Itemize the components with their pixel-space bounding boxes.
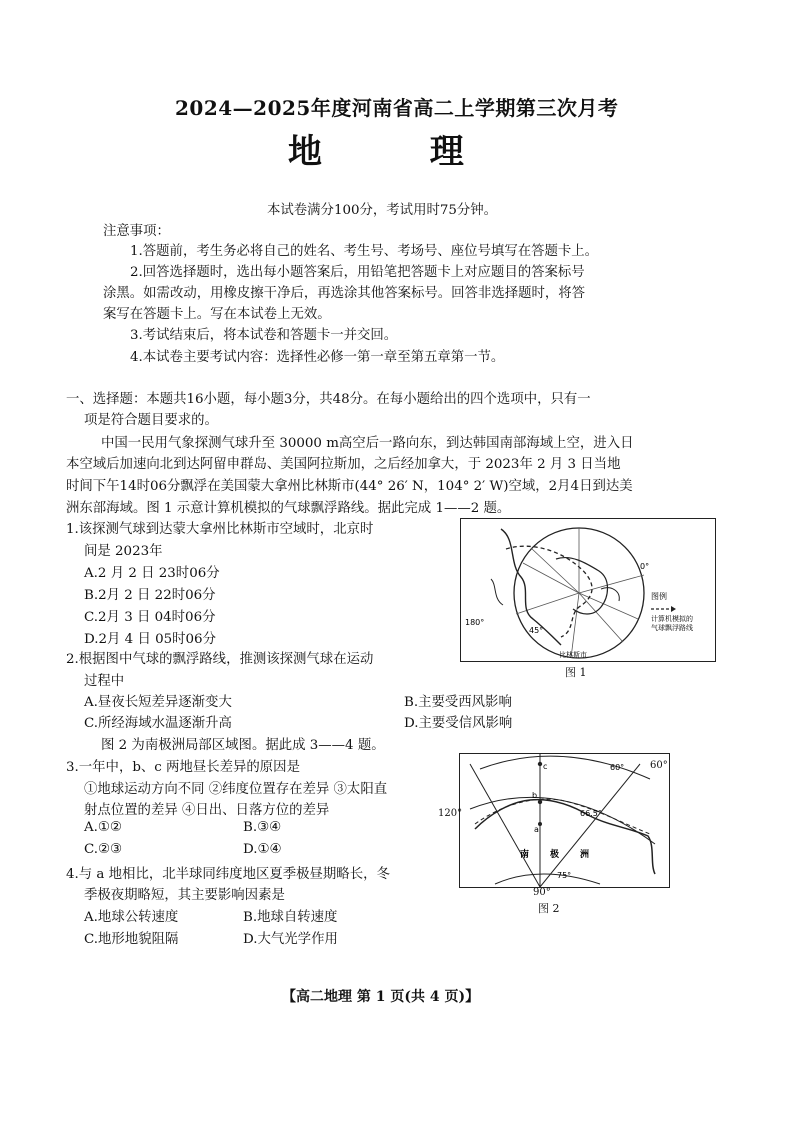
q3-option-a: A.①② [84, 820, 122, 835]
q1-stem-line-2: 间是 2023年 [84, 544, 163, 559]
passage1-line-1: 中国一民用气象探测气球升至 30000 m高空后一路向东，到达韩国南部海域上空，进入日 [101, 436, 634, 451]
q1-option-c: C.2月 3 日 04时06分 [84, 610, 216, 625]
fig2-label-c: c [543, 762, 548, 771]
q4-option-c: C.地形地貌阻隔 [84, 932, 179, 947]
note-item-1: 1.答题前，考生务必将自己的姓名、考生号、考场号、座位号填写在答题卡上。 [130, 244, 599, 259]
q2-option-d: D.主要受信风影响 [404, 716, 513, 731]
q1-option-b: B.2月 2 日 22时06分 [84, 588, 216, 603]
fig2-region-char-2: 极 [550, 850, 560, 860]
exam-info: 本试卷满分100分，考试用时75分钟。 [267, 203, 498, 218]
fig2-point-c-marker [538, 762, 542, 766]
fig1-legend-title: 图例 [651, 592, 667, 601]
fig1-city-label: 比林斯市 [559, 651, 587, 659]
q3-stem-line-1: 3.一年中，b、c 两地昼长差异的原因是 [66, 760, 300, 775]
exam-title: 2024—2025年度河南省高二上学期第三次月考 [175, 96, 619, 120]
passage1-line-4: 洲东部海域。图 1 示意计算机模拟的气球飘浮路线。据此完成 1——2 题。 [66, 501, 511, 516]
note-item-2-line-2: 涂黑。如需改动，用橡皮擦干净后，再选涂其他答案标号。回答非选择题时，将答 [103, 286, 586, 301]
fig2-label-lat75: 75° [557, 871, 572, 880]
fig1-legend-arrow-icon [671, 606, 676, 612]
section-heading-line-1: 一、选择题：本题共16小题，每小题3分，共48分。在每小题给出的四个选项中，只有一 [66, 392, 591, 407]
fig1-legend-line2: 气球飘浮路线 [651, 624, 693, 632]
subject-char-2: 理 [429, 132, 466, 172]
passage2: 图 2 为南极洲局部区域图。据此成 3——4 题。 [101, 738, 385, 753]
fig2-point-b-marker [538, 800, 542, 804]
q1-option-a: A.2 月 2 日 23时06分 [84, 566, 220, 581]
q3-stem-line-3: 射点位置的差异 ④日出、日落方位的差异 [84, 803, 330, 818]
fig1-label-0: 0° [640, 562, 650, 571]
q3-option-c: C.②③ [84, 842, 123, 857]
q2-stem-line-2: 过程中 [84, 674, 125, 689]
fig1-label-180: 180° [465, 618, 485, 627]
passage1-line-2: 本空域后加速向北到达阿留申群岛、美国阿拉斯加，之后经加拿大，于 2023年 2 月 3 日当地 [66, 457, 621, 472]
q1-option-d: D.2月 4 日 05时06分 [84, 632, 216, 647]
note-item-2-line-1: 2.回答选择题时，选出每小题答案后，用铅笔把答题卡上对应题目的答案标号 [130, 265, 585, 280]
note-item-2-line-3: 案写在答题卡上。写在本试卷上无效。 [103, 307, 331, 322]
q2-option-c: C.所经海域水温逐渐升高 [84, 716, 232, 731]
fig2-label-a: a [534, 825, 539, 834]
fig2-label-b: b [532, 791, 538, 800]
q2-stem-line-1: 2.根据图中气球的飘浮路线，推测该探测气球在运动 [66, 652, 374, 667]
subject-char-1: 地 [288, 132, 324, 172]
fig2-region-char-1: 南 [520, 850, 530, 860]
note-item-4: 4.本试卷主要考试内容：选择性必修一第一章至第五章第一节。 [130, 350, 505, 365]
figure-1-caption: 图 1 [565, 666, 587, 679]
fig2-label-lat665: 66.5° [580, 809, 602, 818]
fig1-legend-line1: 计算机模拟的 [651, 615, 693, 623]
subject-title [288, 124, 466, 173]
q2-option-b: B.主要受西风影响 [404, 695, 512, 710]
q4-option-a: A.地球公转速度 [84, 910, 179, 925]
figure-2-svg [460, 754, 669, 887]
figure-1-map [460, 518, 716, 662]
fig2-label-lat60: 60° [610, 763, 625, 772]
fig2-label-lon90: 90° [533, 887, 551, 898]
fig2-label-lon120: 120° [438, 808, 463, 819]
q4-option-b: B.地球自转速度 [243, 910, 338, 925]
passage1-line-3: 时间下午14时06分飘浮在美国蒙大拿州比林斯市(44° 26′ N，104° 2′ W)空域，2月4日到达美 [66, 479, 633, 494]
q3-option-b: B.③④ [243, 820, 282, 835]
q4-stem-line-2: 季极夜期略短，其主要影响因素是 [84, 888, 285, 903]
q1-stem-line-1: 1.该探测气球到达蒙大拿州比林斯市空域时，北京时 [66, 522, 374, 537]
fig1-label-45: 45° [529, 626, 544, 635]
notes-heading: 注意事项： [103, 224, 170, 239]
q4-option-d: D.大气光学作用 [243, 932, 338, 947]
q4-stem-line-1: 4.与 a 地相比，北半球同纬度地区夏季极昼期略长，冬 [66, 867, 390, 882]
figure-2-map [459, 753, 670, 888]
q3-option-d: D.①④ [243, 842, 282, 857]
figure-1-svg [461, 519, 715, 661]
q2-option-a: A.昼夜长短差异逐渐变大 [84, 695, 232, 710]
note-item-3: 3.考试结束后，将本试卷和答题卡一并交回。 [130, 328, 398, 343]
page-footer: 【高二地理 第 1 页(共 4 页)】 [282, 989, 480, 1005]
section-heading-line-2: 项是符合题目要求的。 [84, 413, 218, 428]
fig2-region-char-3: 洲 [580, 850, 590, 860]
q3-stem-line-2: ①地球运动方向不同 ②纬度位置存在差异 ③太阳直 [84, 782, 388, 797]
figure-2-caption: 图 2 [538, 902, 560, 915]
fig2-label-lon60: 60° [650, 760, 668, 771]
